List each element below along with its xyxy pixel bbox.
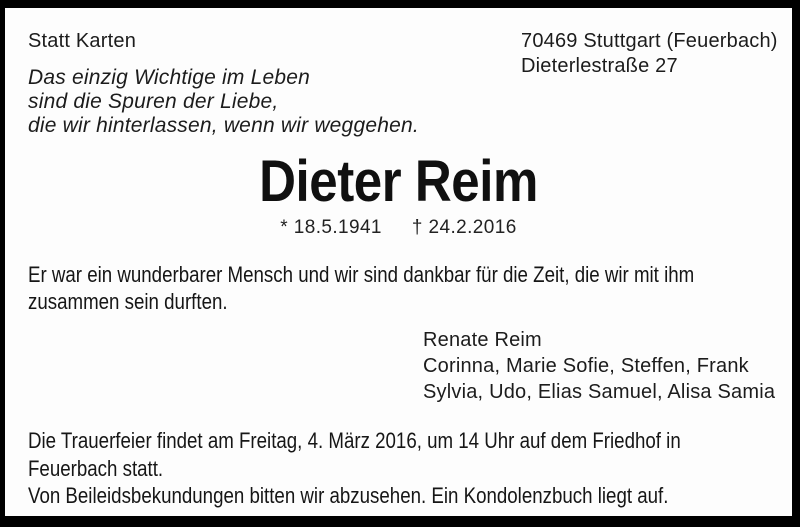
statt-karten-note: Statt Karten: [28, 30, 137, 52]
death-date: † 24.2.2016: [411, 217, 517, 238]
epigraph-line-1: Das einzig Wichtige im Leben: [28, 66, 311, 89]
funeral-line-2: Feuerbach statt.: [28, 455, 164, 481]
life-dates: [5, 217, 792, 239]
address-city: 70469 Stuttgart (Feuerbach): [521, 30, 778, 52]
deceased-name: Dieter Reim: [259, 149, 538, 214]
address-block: [521, 29, 778, 79]
mourner-line-3: Sylvia, Udo, Elias Samuel, Alisa Samia: [423, 381, 776, 403]
mourners-list: [423, 327, 775, 405]
funeral-info: [28, 427, 796, 510]
mourner-line-1: Renate Reim: [423, 329, 542, 351]
tribute-line-1: Er war ein wunderbarer Mensch und wir sind dankbar für die Zeit, die wir mit ihm: [28, 262, 695, 287]
mourner-line-2: Corinna, Marie Sofie, Steffen, Frank: [423, 355, 749, 377]
birth-date: * 18.5.1941: [280, 217, 382, 238]
tribute-line-2: zusammen sein durften.: [28, 289, 228, 314]
funeral-line-1: Die Trauerfeier findet am Freitag, 4. März 2016, um 14 Uhr auf dem Friedhof in: [28, 428, 681, 453]
funeral-line-3: Von Beileidsbekundungen bitten wir abzusehen. Ein Kondolenzbuch liegt auf.: [28, 483, 669, 508]
epigraph-line-3: die wir hinterlassen, wenn wir weggehen.: [28, 114, 419, 137]
address-street: Dieterlestraße 27: [521, 55, 678, 77]
epigraph-verse: [28, 66, 419, 138]
obituary-paper: [5, 8, 792, 516]
tribute-paragraph: [28, 261, 800, 315]
epigraph-line-2: sind die Spuren der Liebe,: [28, 90, 279, 113]
